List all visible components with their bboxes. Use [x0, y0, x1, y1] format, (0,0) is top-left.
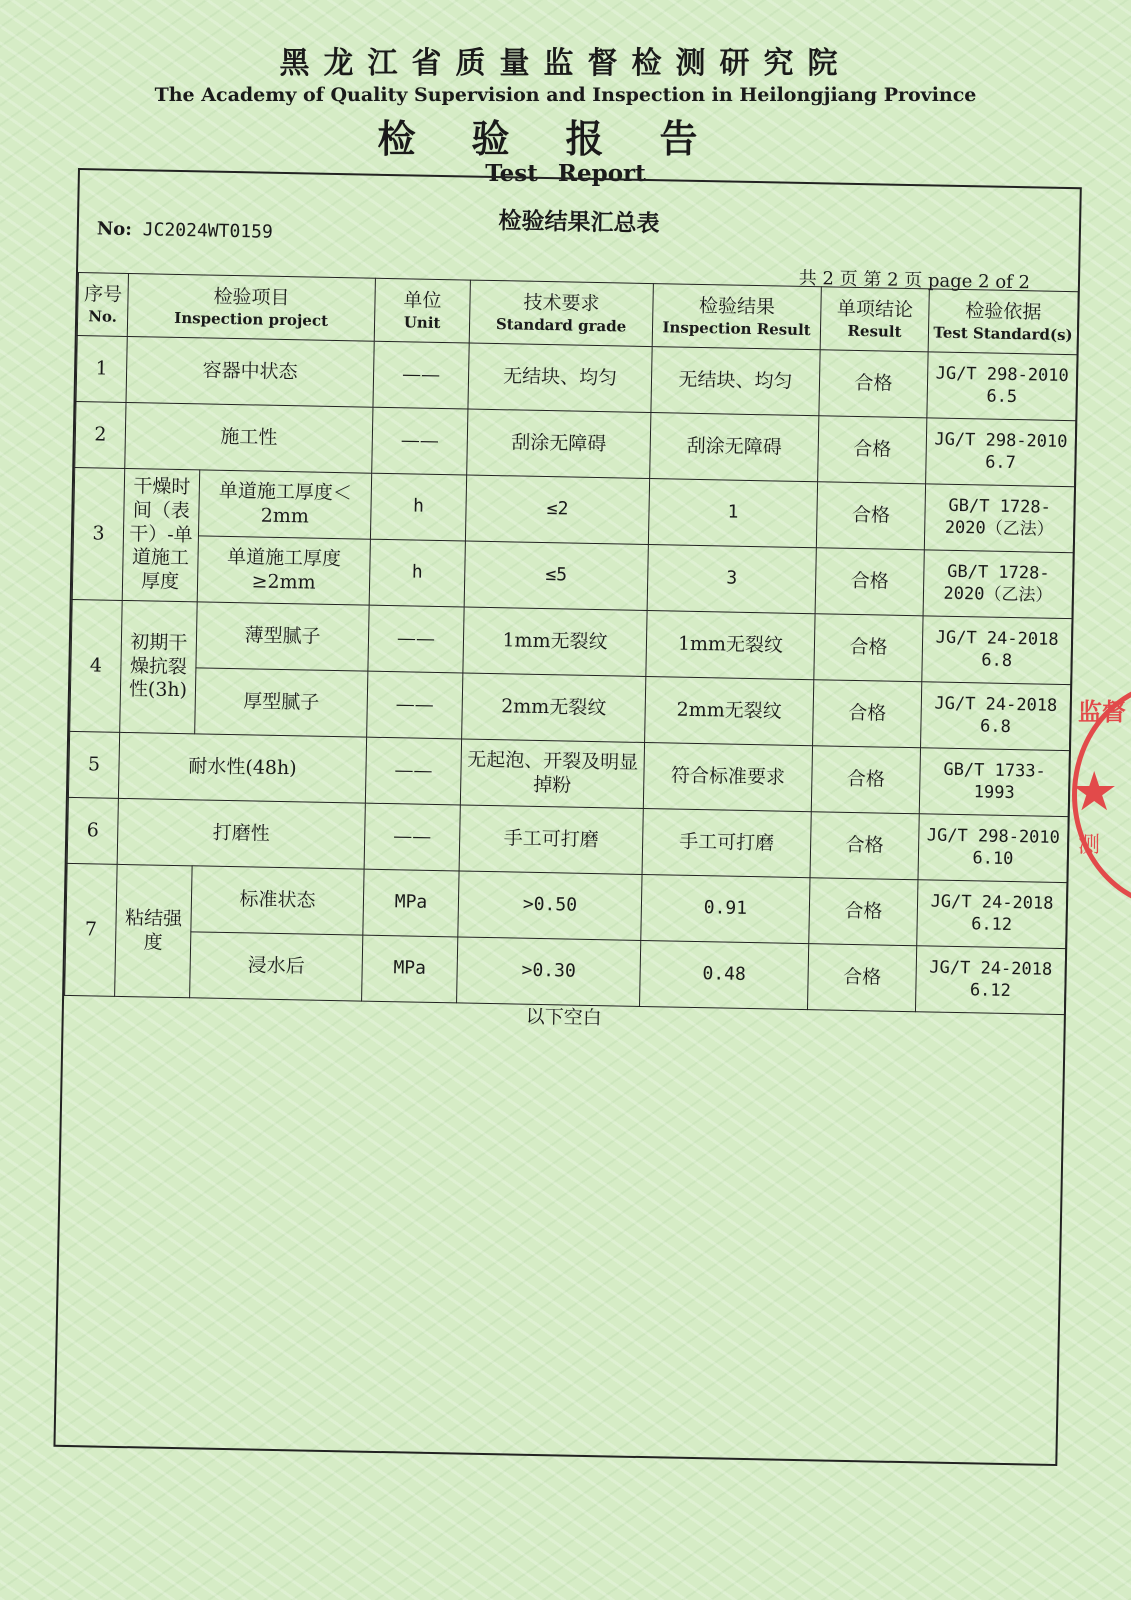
cell-result: 刮涂无障碍	[650, 413, 819, 482]
cell-req: 无结块、均匀	[468, 343, 652, 413]
cell-concl: 合格	[818, 416, 927, 484]
institute-name-en: The Academy of Quality Supervision and Inspection in Heilongjiang Province	[154, 84, 977, 106]
seal-star-icon: ★	[1070, 760, 1119, 823]
report-title-cn: 检验报告	[377, 116, 754, 161]
cell-group: 粘结强度	[115, 864, 193, 997]
cell-req: ≤5	[464, 541, 648, 611]
cell-no: 3	[72, 467, 125, 600]
standard-clause: 2020（乙法）	[943, 583, 1053, 606]
standard-code: JG/T 24-2018	[930, 891, 1054, 915]
cell-req: 2mm无裂纹	[462, 673, 646, 743]
cell-result: 1	[648, 479, 817, 548]
cell-item: 容器中状态	[126, 336, 374, 407]
cell-item: 耐水性(48h)	[118, 732, 366, 803]
cell-sub: 标准状态	[191, 866, 364, 935]
report-number	[97, 218, 273, 242]
standard-code: GB/T 1728-	[947, 562, 1050, 584]
standard-clause: 6.8	[981, 649, 1013, 671]
cell-group: 初期干燥抗裂性(3h)	[120, 600, 198, 733]
cell-standard	[921, 682, 1071, 751]
standard-clause: 6.7	[984, 451, 1017, 473]
cell-no: 6	[67, 797, 118, 864]
cell-concl: 合格	[809, 878, 918, 946]
col-header-no: 序号 No.	[77, 273, 128, 337]
cell-standard	[918, 814, 1068, 883]
standard-clause: 6.5	[986, 385, 1018, 407]
cell-req: 无起泡、开裂及明显掉粉	[460, 739, 644, 809]
cell-unit: MPa	[363, 869, 459, 937]
cell-result: 无结块、均匀	[651, 347, 820, 416]
cell-sub: 薄型腻子	[196, 602, 369, 671]
col-header-requirement: 技术要求 Standard grade	[469, 280, 653, 347]
cell-no: 1	[76, 336, 127, 403]
cell-req: >0.50	[458, 871, 642, 941]
cell-no: 2	[75, 402, 126, 469]
cell-req: 1mm无裂纹	[463, 607, 647, 677]
standard-code: GB/T 1733-	[943, 759, 1046, 782]
standard-code: GB/T 1728-	[948, 496, 1052, 518]
cell-concl: 合格	[807, 944, 916, 1012]
cell-unit: ——	[372, 407, 468, 475]
cell-result: 0.48	[640, 940, 809, 1009]
seal-text-bottom: 测	[1078, 833, 1101, 858]
seal-text-top: 监督	[1078, 697, 1126, 726]
cell-unit: ——	[368, 605, 464, 673]
cell-req: 刮涂无障碍	[467, 409, 651, 479]
summary-title: 检验结果汇总表	[498, 207, 660, 238]
cell-item: 打磨性	[117, 798, 365, 869]
cell-result: 2mm无裂纹	[645, 676, 814, 745]
cell-sub: 浸水后	[190, 932, 363, 1001]
cell-standard	[923, 550, 1073, 619]
cell-unit: h	[370, 473, 466, 541]
standard-clause: 6.8	[979, 715, 1012, 737]
cell-result: 1mm无裂纹	[646, 611, 815, 680]
standard-clause: 6.12	[970, 913, 1013, 935]
cell-unit: ——	[367, 671, 463, 739]
cell-concl: 合格	[813, 680, 922, 748]
cell-sub: 厚型腻子	[195, 668, 368, 737]
standard-code: JG/T 298-2010	[934, 429, 1068, 453]
standard-clause: 6.10	[972, 847, 1014, 869]
col-header-unit: 单位 Unit	[374, 278, 470, 343]
cell-no: 4	[70, 599, 123, 732]
col-header-item: 检验项目 Inspection project	[127, 273, 375, 341]
standard-code: JG/T 24-2018	[935, 627, 1059, 651]
cell-result: 符合标准要求	[643, 742, 812, 811]
cell-standard	[927, 352, 1077, 421]
page-indicator: 共 2 页 第 2 页 page 2 of 2	[798, 267, 1031, 294]
standard-code: JG/T 298-2010	[935, 363, 1069, 387]
cell-sub: 单道施工厚度≥2mm	[197, 536, 370, 605]
cell-concl: 合格	[811, 746, 920, 814]
blank-below-note: 以下空白	[525, 1005, 602, 1030]
cell-concl: 合格	[814, 614, 923, 682]
col-header-standard: 检验依据 Test Standard(s)	[928, 289, 1078, 355]
standard-code: JG/T 298-2010	[926, 825, 1061, 849]
institute-name-cn: 黑龙江省质量监督检测研究院	[279, 46, 852, 81]
cell-unit: h	[369, 539, 465, 607]
cell-standard	[917, 880, 1067, 949]
cell-sub: 单道施工厚度＜2mm	[198, 470, 371, 539]
cell-standard	[915, 946, 1065, 1015]
cell-unit: ——	[365, 737, 461, 805]
cell-standard	[924, 484, 1074, 553]
cell-group: 干燥时间（表干）-单道施工厚度	[122, 468, 200, 601]
cell-concl: 合格	[816, 482, 925, 550]
cell-unit: ——	[364, 803, 460, 871]
cell-result: 3	[647, 545, 816, 614]
results-table	[64, 272, 1079, 1015]
cell-standard	[919, 748, 1069, 817]
standard-clause: 1993	[973, 781, 1015, 803]
cell-standard	[926, 418, 1076, 487]
cell-req: ≤2	[465, 475, 649, 545]
cell-result: 手工可打磨	[642, 808, 811, 877]
official-seal	[1068, 680, 1131, 910]
standard-code: JG/T 24-2018	[934, 693, 1058, 717]
report-no-value: JC2024WT0159	[142, 219, 274, 243]
cell-standard	[922, 616, 1072, 685]
cell-concl: 合格	[819, 350, 928, 418]
cell-no: 7	[65, 863, 118, 996]
col-header-conclusion: 单项结论 Result	[820, 287, 929, 352]
cell-concl: 合格	[810, 812, 919, 880]
col-header-result: 检验结果 Inspection Result	[652, 284, 821, 350]
cell-req: >0.30	[457, 937, 641, 1007]
cell-unit: ——	[373, 341, 469, 409]
cell-no: 5	[68, 731, 119, 798]
cell-item: 施工性	[125, 402, 373, 473]
report-frame	[53, 168, 1081, 1466]
cell-req: 手工可打磨	[459, 805, 643, 875]
report-title-en: Test Report	[485, 160, 646, 187]
standard-clause: 2020（乙法）	[944, 517, 1054, 540]
standard-clause: 6.12	[969, 979, 1012, 1001]
cell-concl: 合格	[815, 548, 924, 616]
cell-result: 0.91	[641, 874, 810, 943]
cell-unit: MPa	[362, 935, 458, 1003]
report-no-label: No:	[96, 218, 133, 241]
standard-code: JG/T 24-2018	[929, 957, 1053, 981]
